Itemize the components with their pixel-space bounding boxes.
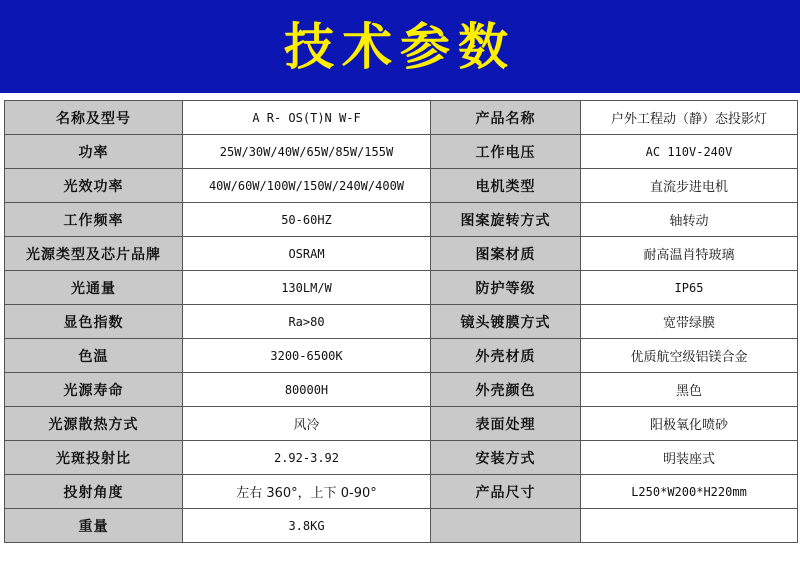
- spec-value: 25W/30W/40W/65W/85W/155W: [183, 135, 431, 169]
- table-row: [5, 101, 798, 135]
- table-row: [5, 203, 798, 237]
- spec-value: 轴转动: [581, 203, 798, 237]
- spec-label: 镜头镀膜方式: [431, 305, 581, 339]
- spec-label: 图案材质: [431, 237, 581, 271]
- spec-value: 80000H: [183, 373, 431, 407]
- table-row: [5, 509, 798, 543]
- spec-value: L250*W200*H220mm: [581, 475, 798, 509]
- page-header: [0, 0, 800, 93]
- spec-value: 50-60HZ: [183, 203, 431, 237]
- table-row: [5, 169, 798, 203]
- spec-label: 工作电压: [431, 135, 581, 169]
- spec-value: 3.8KG: [183, 509, 431, 543]
- spec-label: 重量: [5, 509, 183, 543]
- spec-label: 电机类型: [431, 169, 581, 203]
- spec-label: 产品尺寸: [431, 475, 581, 509]
- table-row: [5, 135, 798, 169]
- spec-label: 功率: [5, 135, 183, 169]
- table-row: [5, 305, 798, 339]
- table-row: [5, 441, 798, 475]
- spec-value: Ra>80: [183, 305, 431, 339]
- spec-value: 阳极氧化喷砂: [581, 407, 798, 441]
- spec-label: 显色指数: [5, 305, 183, 339]
- spec-value: AC 110V-240V: [581, 135, 798, 169]
- spec-label: 光通量: [5, 271, 183, 305]
- spec-value: 左右 360°，上下 0-90°: [183, 475, 431, 509]
- spec-value: 耐高温肖特玻璃: [581, 237, 798, 271]
- spec-value: 户外工程动（静）态投影灯: [581, 101, 798, 135]
- spec-label: 外壳颜色: [431, 373, 581, 407]
- spec-value: 优质航空级铝镁合金: [581, 339, 798, 373]
- spec-label: 光源散热方式: [5, 407, 183, 441]
- spec-label: 光效功率: [5, 169, 183, 203]
- spec-label: 投射角度: [5, 475, 183, 509]
- spec-value: 直流步进电机: [581, 169, 798, 203]
- spec-label: 外壳材质: [431, 339, 581, 373]
- spec-label: 名称及型号: [5, 101, 183, 135]
- spec-label: 表面处理: [431, 407, 581, 441]
- spec-value: 宽带绿膜: [581, 305, 798, 339]
- spec-label: 防护等级: [431, 271, 581, 305]
- spec-value: 3200-6500K: [183, 339, 431, 373]
- spec-value: OSRAM: [183, 237, 431, 271]
- spec-value: 风冷: [183, 407, 431, 441]
- table-row: [5, 271, 798, 305]
- table-row: [5, 475, 798, 509]
- spec-label: 光源类型及芯片品牌: [5, 237, 183, 271]
- spec-value: A R- OS(T)N W-F: [183, 101, 431, 135]
- spec-label-empty: [431, 509, 581, 543]
- spec-value: 40W/60W/100W/150W/240W/400W: [183, 169, 431, 203]
- spec-label: 工作频率: [5, 203, 183, 237]
- spec-label: 产品名称: [431, 101, 581, 135]
- table-row: [5, 373, 798, 407]
- table-row: [5, 339, 798, 373]
- table-row: [5, 407, 798, 441]
- spec-table: [4, 100, 798, 543]
- spec-label: 安装方式: [431, 441, 581, 475]
- table-row: [5, 237, 798, 271]
- spec-value: 130LM/W: [183, 271, 431, 305]
- page-title: 技术参数: [284, 17, 516, 76]
- spec-value: 明装座式: [581, 441, 798, 475]
- spec-label: 色温: [5, 339, 183, 373]
- spec-value: IP65: [581, 271, 798, 305]
- spec-label: 图案旋转方式: [431, 203, 581, 237]
- spec-label: 光斑投射比: [5, 441, 183, 475]
- spec-label: 光源寿命: [5, 373, 183, 407]
- spec-value-empty: [581, 509, 798, 543]
- spec-value: 黑色: [581, 373, 798, 407]
- spec-value: 2.92-3.92: [183, 441, 431, 475]
